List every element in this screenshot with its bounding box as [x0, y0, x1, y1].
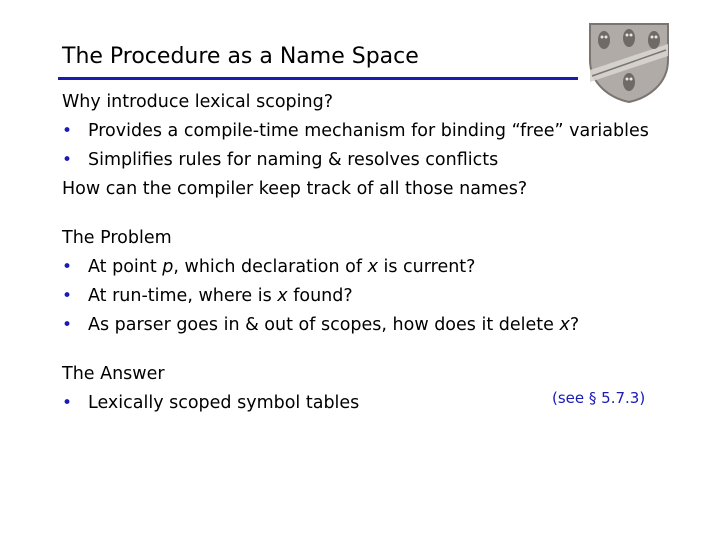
bullet-icon: •: [62, 150, 73, 170]
bullet-icon: •: [62, 121, 73, 141]
list-item: • Simplifies rules for naming & resolves conflicts: [62, 146, 649, 175]
list-item: • At point p, which declaration of x is current?: [62, 253, 649, 282]
title-underline: [58, 77, 578, 80]
section1-followup: How can the compiler keep track of all those names?: [62, 179, 528, 199]
section-reference: (see § 5.7.3): [552, 389, 646, 407]
section3-heading: The Answer: [62, 364, 165, 384]
bullet-icon: •: [62, 393, 73, 413]
section2-heading: The Problem: [62, 228, 172, 248]
list-item: • Lexically scoped symbol tables: [62, 389, 649, 418]
list-item: • At run-time, where is x found?: [62, 282, 649, 311]
bullet-icon: •: [62, 257, 73, 277]
list-item: • As parser goes in & out of scopes, how does it delete x?: [62, 311, 649, 340]
bullet-icon: •: [62, 315, 73, 335]
slide-title: The Procedure as a Name Space: [62, 44, 419, 69]
slide-body: [62, 88, 649, 418]
section1-question: Why introduce lexical scoping?: [62, 92, 334, 112]
list-item: • Provides a compile-time mechanism for binding “free” variables: [62, 117, 649, 146]
bullet-icon: •: [62, 286, 73, 306]
